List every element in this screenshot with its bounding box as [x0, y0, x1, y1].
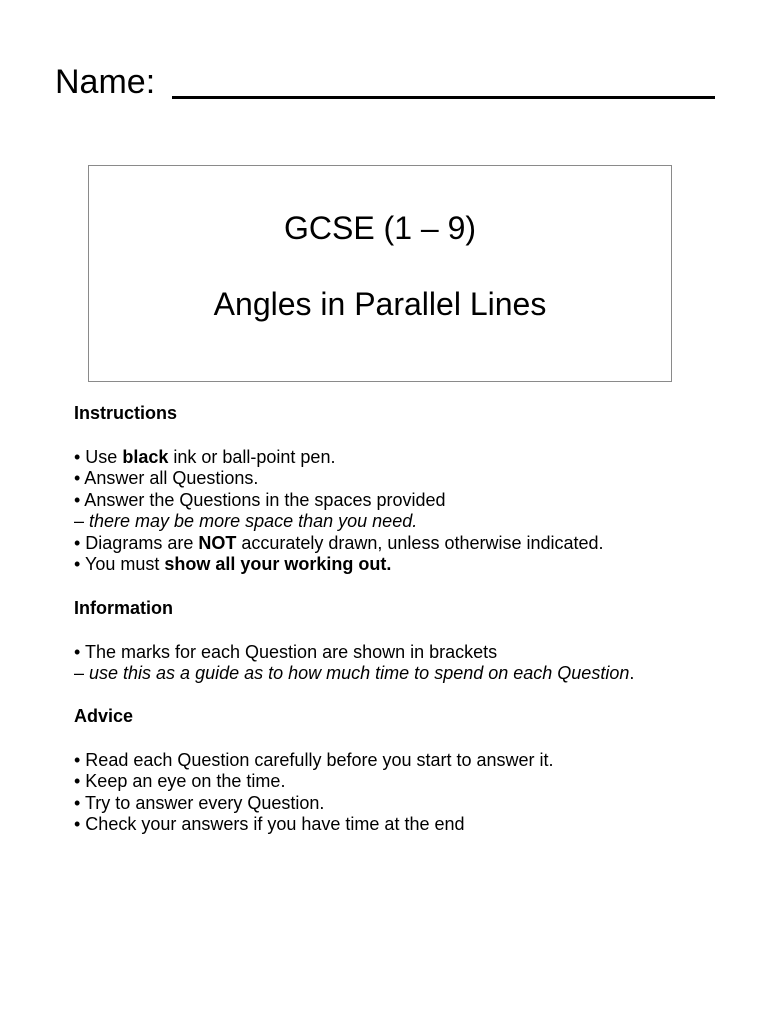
instruction-item: • Answer all Questions.	[74, 468, 259, 488]
name-field[interactable]	[55, 58, 715, 106]
instructions-section	[74, 403, 744, 576]
exam-level-title: GCSE (1 – 9)	[283, 210, 477, 246]
information-heading: Information	[74, 598, 173, 618]
instruction-item: – there may be more space than you need.	[74, 511, 418, 531]
topic-title: Angles in Parallel Lines	[213, 286, 547, 322]
information-item: • The marks for each Question are shown in brackets	[74, 641, 498, 662]
advice-section	[74, 706, 744, 836]
instruction-item: • Diagrams are NOT accurately drawn, unless otherwise indicated.	[74, 532, 604, 553]
instruction-item: • Use black ink or ball-point pen.	[74, 446, 336, 467]
advice-item: • Check your answers if you have time at the end	[74, 814, 465, 834]
information-item: – use this as a guide as to how much time to spend on each Question.	[74, 663, 635, 683]
title-box	[88, 165, 672, 382]
instruction-item: • Answer the Questions in the spaces provided	[74, 489, 446, 510]
advice-item: • Keep an eye on the time.	[74, 771, 286, 791]
advice-heading: Advice	[74, 706, 134, 726]
name-label: Name:	[55, 63, 156, 101]
instructions-heading: Instructions	[74, 403, 178, 423]
advice-item: • Read each Question carefully before you start to answer it.	[74, 749, 554, 770]
information-section	[74, 598, 744, 685]
advice-item: • Try to answer every Question.	[74, 792, 325, 813]
name-write-line[interactable]	[172, 96, 715, 99]
instruction-item: • You must show all your working out.	[74, 554, 392, 574]
